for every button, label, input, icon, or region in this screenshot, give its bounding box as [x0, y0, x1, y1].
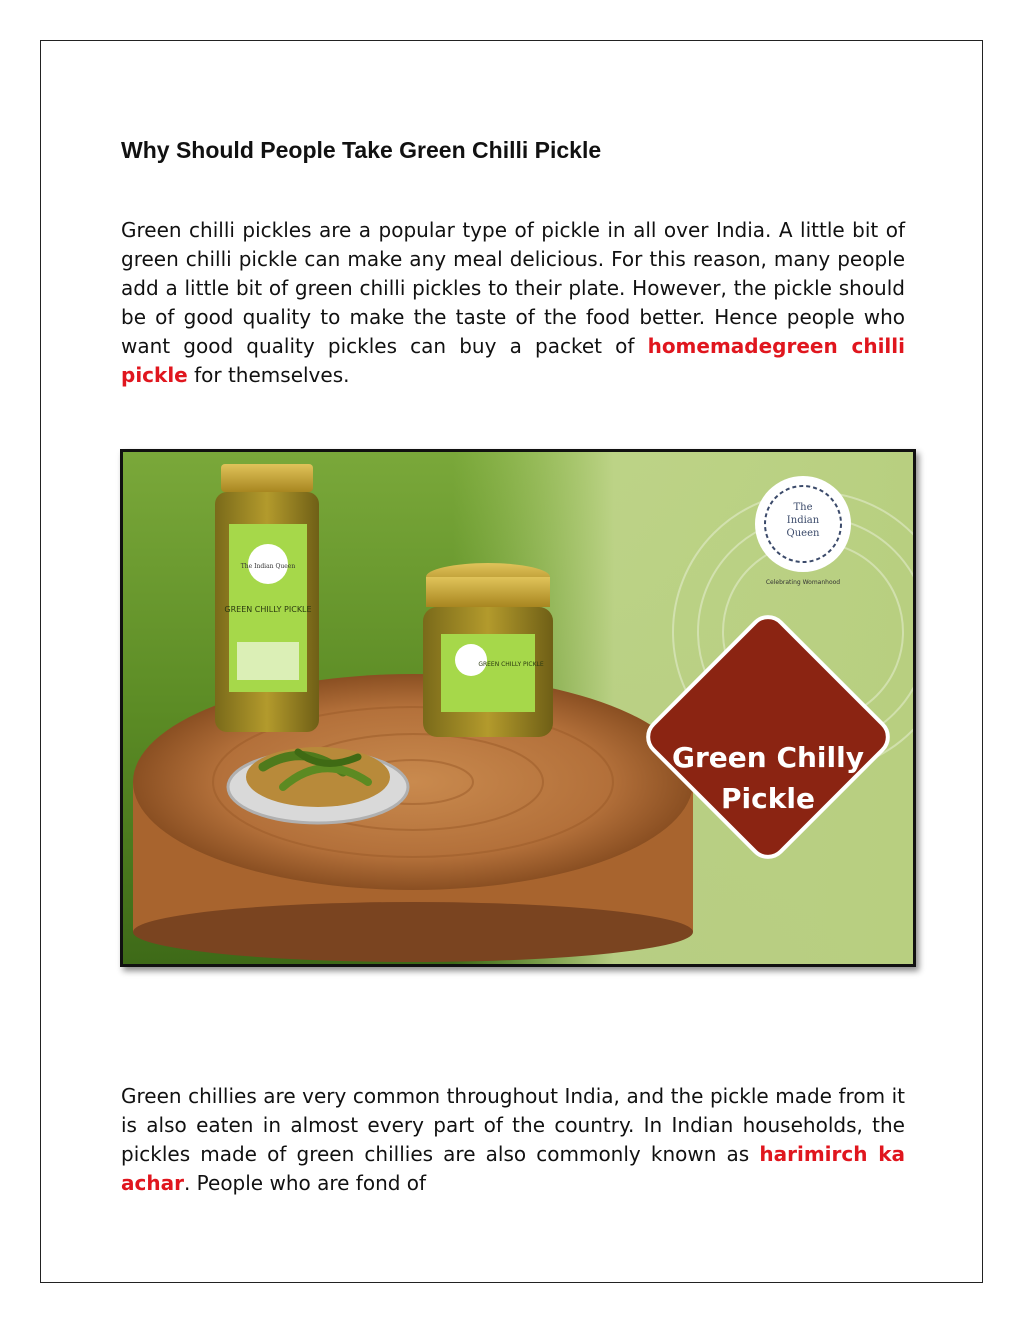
logo-tagline: Celebrating Womanhood [765, 579, 841, 586]
logo-text-1: The [793, 502, 813, 513]
second-paragraph [121, 1082, 905, 1198]
harimirch-link[interactable]: harimirch ka achar [121, 1142, 905, 1195]
second-text: Green chillies are very common throughout India, and the pickle made from it is also eaten in almost every part of the country. In Indian households, the pickles made of green chillies are also commonly known as [121, 1084, 905, 1166]
banner-title-line-1: Green Chilly [672, 741, 864, 774]
logo-text-3: Queen [786, 528, 820, 539]
tall-jar [215, 464, 319, 732]
tall-jar-brand: The Indian Queen [240, 563, 296, 570]
banner-title-line-2: Pickle [721, 782, 815, 815]
article-heading: Why Should People Take Green Chilli Pickle [121, 137, 602, 163]
second-text-end: . People who are fond of [183, 1171, 427, 1195]
homemade-pickle-link[interactable]: homemadegreen chilli pickle [121, 334, 906, 387]
intro-text-end: for themselves. [187, 363, 350, 387]
intro-text: Green chilli pickles are a popular type of pickle in all over India. A little bit of green chilli pickle can make any meal delicious. For this reason, many people add a little bit of green chilli pickles to their plate. However, the pickle should be of good quality to make the taste of the food better. Hence people who want good quality pickles can buy a packet of [121, 218, 905, 358]
short-jar [423, 563, 553, 737]
intro-paragraph [121, 216, 905, 390]
logo-text-2: Indian [786, 515, 820, 526]
product-image [123, 452, 913, 964]
tall-jar-label: GREEN CHILLY PICKLE [224, 605, 312, 614]
short-jar-label: GREEN CHILLY PICKLE [478, 661, 544, 668]
